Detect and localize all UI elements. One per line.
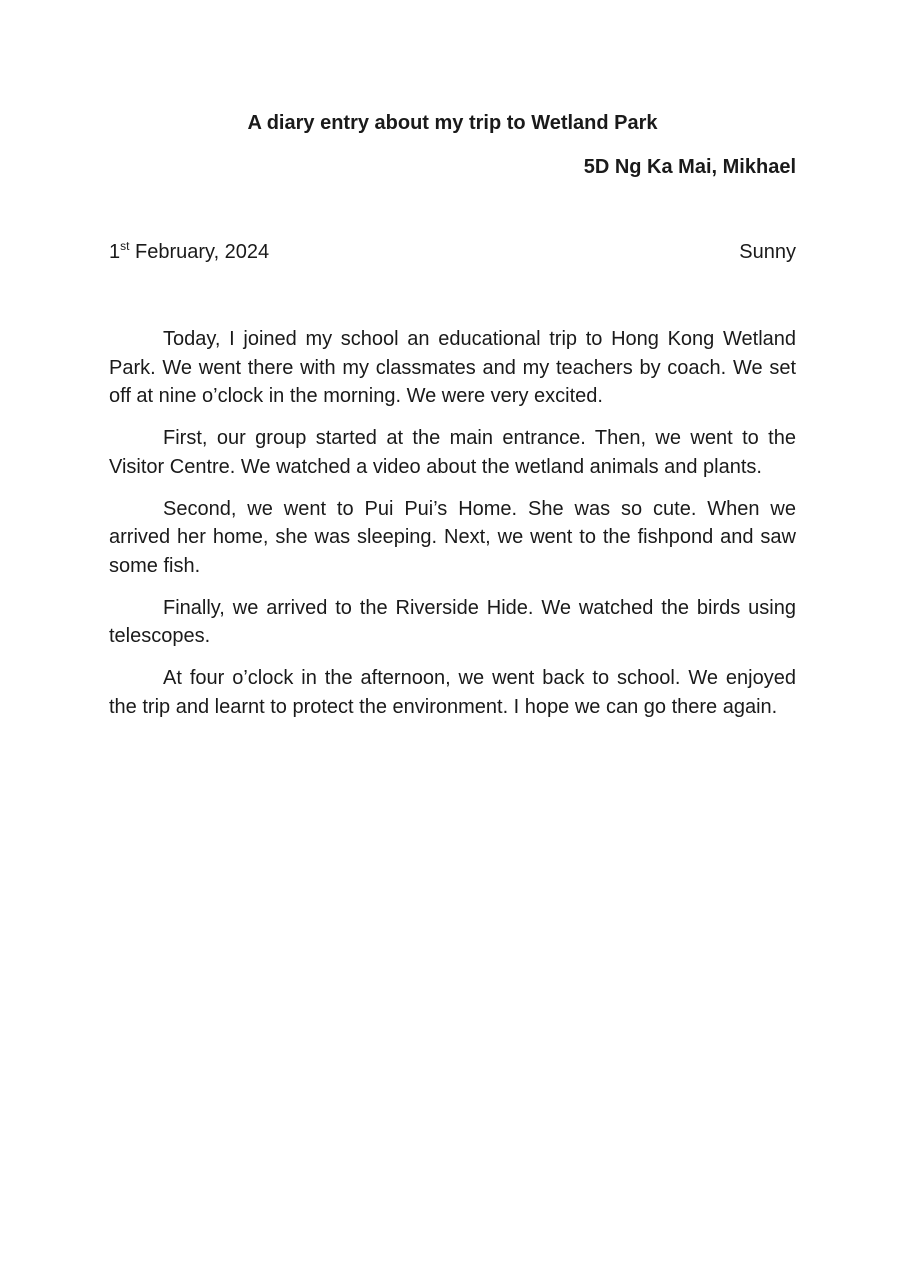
date-day: 1: [109, 241, 121, 263]
date-rest: February, 2024: [129, 241, 270, 263]
weather-label: Sunny: [739, 241, 796, 263]
entry-date: [109, 239, 269, 267]
document-title: A diary entry about my trip to Wetland Park: [247, 112, 658, 134]
paragraph-4: Finally, we arrived to the Riverside Hide. We watched the birds using telescopes.: [109, 596, 796, 647]
paragraph-1: Today, I joined my school an educational trip to Hong Kong Wetland Park. We went there with my classmates and my teachers by coach. We set off at nine o’clock in the morning. We were very excited.: [109, 328, 796, 407]
paragraph-2: First, our group started at the main entrance. Then, we went to the Visitor Centre. We watched a video about the wetland animals and plants.: [109, 427, 796, 478]
paragraph-5: At four o’clock in the afternoon, we went back to school. We enjoyed the trip and learnt to protect the environment. I hope we can go there again.: [109, 667, 796, 718]
author-line: 5D Ng Ka Mai, Mikhael: [583, 156, 796, 178]
paragraph-3: Second, we went to Pui Pui’s Home. She was so cute. When we arrived her home, she was sleeping. Next, we went to the fishpond and saw some fish.: [109, 497, 796, 577]
date-suffix: st: [120, 239, 130, 253]
diary-body: [109, 325, 796, 735]
